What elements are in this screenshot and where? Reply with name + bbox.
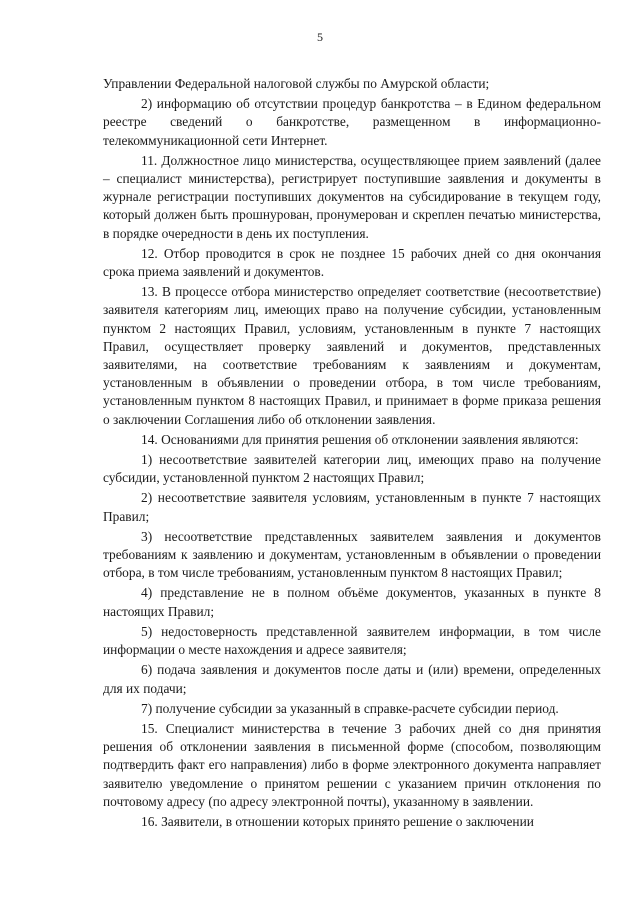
list-item-3: 3) несоответствие представленных заявителем заявления и документов требованиям к заявлению и документам, установленным в объявлении о проведении отбора, в том числе требованиям, установленным пунктом 8 настоящих Правил; <box>103 528 601 581</box>
page-number: 5 <box>317 30 323 44</box>
paragraph-13: 13. В процессе отбора министерство определяет соответствие (несоответствие) заявителя категориям лиц, имеющих право на получение субсидии, установленным пунктом 2 настоящих Правил, условиям, установленным в пункте 7 настоящих Правил, осуществляет проверку заявлений и документов, представленных заявителями, на соответствие требованиям к заявлениям и документам, установленным в объявлении о проведении отбора, в том числе требованиям, установленным пунктом 8 настоящих Правил, и принимает в форме приказа решения о заключении Соглашения либо об отклонении заявления. <box>103 284 601 427</box>
list-item-5: 5) недостоверность представленной заявителем информации, в том числе информации о месте нахождения и адресе заявителя; <box>103 623 601 658</box>
paragraph-bankruptcy-info: 2) информацию об отсутствии процедур банкротства – в Едином федеральном реестре сведений о банкротстве, размещенном в информационно-телекоммуникационной сети Интернет. <box>103 96 601 148</box>
list-item-4: 4) представление не в полном объёме документов, указанных в пункте 8 настоящих Правил; <box>103 585 601 619</box>
paragraph-12: 12. Отбор проводится в срок не позднее 15 рабочих дней со дня окончания срока приема заявлений и документов. <box>103 245 601 280</box>
list-item-1: 1) несоответствие заявителей категории лиц, имеющих право на получение субсидии, установленной пунктом 2 настоящих Правил; <box>103 452 601 486</box>
paragraph-16: 16. Заявители, в отношении которых принято решение о заключении <box>141 813 534 829</box>
list-item-7: 7) получение субсидии за указанный в справке-расчете субсидии период. <box>141 700 559 716</box>
paragraph-11: 11. Должностное лицо министерства, осуществляющее прием заявлений (далее – специалист министерства), регистрирует поступившие заявления и документы в журнале регистрации поступивших документов на субсидирование в текущем году, который должен быть прошнурован, пронумерован и скреплен печатью министерства, в порядке очередности в день их поступления. <box>103 152 601 241</box>
paragraph-continuation: Управлении Федеральной налоговой службы по Амурской области; <box>103 76 490 91</box>
paragraph-15: 15. Специалист министерства в течение 3 рабочих дней со дня принятия решения об отклонении заявления в письменной форме (способом, позволяющим подтвердить факт его направления) либо в форме электронного документа направляет заявителю уведомление о принятом решении с указанием причин отклонения по почтовому адресу (по адресу электронной почты), указанному в заявлении. <box>103 720 601 809</box>
paragraph-14: 14. Основаниями для принятия решения об отклонении заявления являются: <box>141 431 579 447</box>
list-item-2: 2) несоответствие заявителя условиям, установленным в пункте 7 настоящих Правил; <box>103 490 601 524</box>
list-item-6: 6) подача заявления и документов после даты и (или) времени, определенных для их подачи; <box>103 662 601 696</box>
document-body <box>103 75 601 833</box>
